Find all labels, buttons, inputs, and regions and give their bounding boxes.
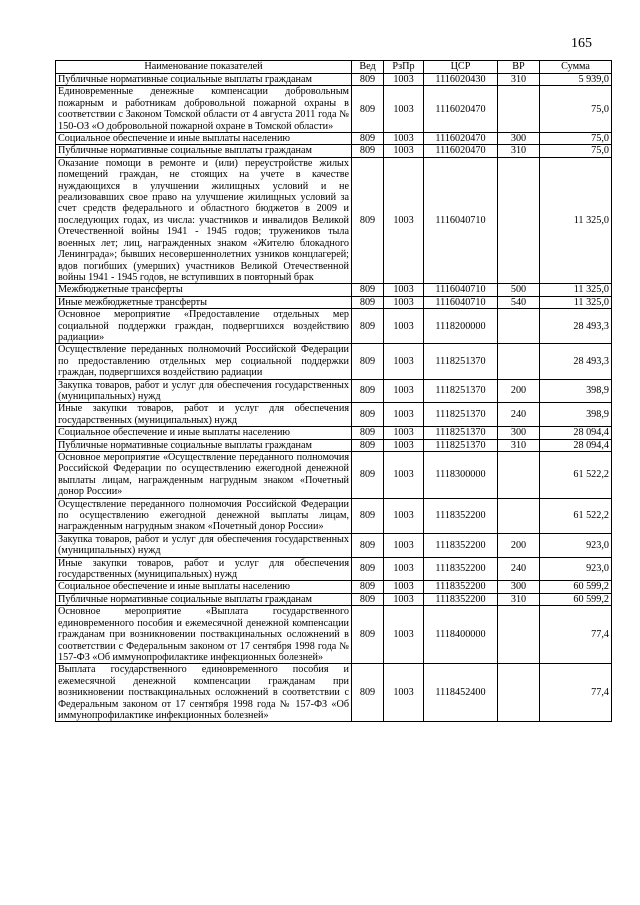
table-row [56, 533, 612, 557]
page-number: 165 [571, 36, 592, 51]
cell-name: Социальное обеспечение и иные выплаты населению [56, 427, 352, 439]
cell-sum: 11 325,0 [540, 157, 612, 283]
cell-ved: 809 [352, 296, 384, 308]
cell-csr: 1118251370 [424, 427, 498, 439]
budget-table [55, 60, 612, 722]
cell-csr: 1116020470 [424, 145, 498, 157]
cell-vr [498, 157, 540, 283]
cell-rzpr: 1003 [384, 344, 424, 379]
table-row [56, 606, 612, 664]
cell-ved: 809 [352, 344, 384, 379]
cell-name: Публичные нормативные социальные выплаты гражданам [56, 593, 352, 605]
cell-rzpr: 1003 [384, 133, 424, 145]
table-row [56, 379, 612, 403]
cell-rzpr: 1003 [384, 86, 424, 133]
cell-ved: 809 [352, 403, 384, 427]
cell-ved: 809 [352, 533, 384, 557]
cell-sum: 28 094,4 [540, 427, 612, 439]
cell-vr [498, 606, 540, 664]
cell-csr: 1116020430 [424, 74, 498, 86]
cell-name: Закупка товаров, работ и услуг для обеспечения государственных (муниципальных) нужд [56, 533, 352, 557]
cell-ved: 809 [352, 309, 384, 344]
header-name: Наименование показателей [56, 61, 352, 74]
cell-csr: 1116040710 [424, 284, 498, 296]
cell-ved: 809 [352, 86, 384, 133]
cell-csr: 1118251370 [424, 439, 498, 451]
cell-name: Основное мероприятие «Выплата государственного единовременного пособия и ежемесячной денежной компенсации гражданам при возникновении поствакцинальных осложнений в соответствии с Федеральным законом от 17 сентября 1998 года № 157-ФЗ «Об иммунопрофилактике инфекционных болезней» [56, 606, 352, 664]
cell-name: Оказание помощи в ремонте и (или) переустройстве жилых помещений граждан, не стоящих на учете в качестве нуждающихся в улучшении жилищных условий и не реализовавших свое право на улучшение жилищных условий за счет средств федерального и областного бюджетов в 2009 и последующих годах, из числа: участников и инвалидов Великой Отечественной войны 1941 - 1945 годов; тружеников тыла военных лет; лиц, награжденных знаком «Жителю блокадного Ленинграда»; бывших несовершеннолетних узников концлагерей; вдов погибших (умерших) участников Великой Отечественной войны 1941 - 1945 годов, не вступивших в повторный брак [56, 157, 352, 283]
header-ved: Вед [352, 61, 384, 74]
cell-sum: 60 599,2 [540, 593, 612, 605]
cell-ved: 809 [352, 581, 384, 593]
cell-vr: 240 [498, 557, 540, 581]
header-rzpr: РзПр [384, 61, 424, 74]
cell-sum: 77,4 [540, 664, 612, 722]
cell-name: Социальное обеспечение и иные выплаты населению [56, 133, 352, 145]
cell-rzpr: 1003 [384, 309, 424, 344]
table-row [56, 157, 612, 283]
cell-ved: 809 [352, 593, 384, 605]
cell-vr: 300 [498, 133, 540, 145]
cell-sum: 11 325,0 [540, 284, 612, 296]
table-row [56, 133, 612, 145]
cell-name: Закупка товаров, работ и услуг для обеспечения государственных (муниципальных) нужд [56, 379, 352, 403]
cell-vr: 200 [498, 379, 540, 403]
cell-sum: 28 493,3 [540, 309, 612, 344]
cell-rzpr: 1003 [384, 581, 424, 593]
table-row [56, 664, 612, 722]
cell-rzpr: 1003 [384, 593, 424, 605]
cell-vr [498, 86, 540, 133]
table-row [56, 439, 612, 451]
cell-sum: 5 939,0 [540, 74, 612, 86]
header-sum: Сумма [540, 61, 612, 74]
cell-ved: 809 [352, 427, 384, 439]
cell-ved: 809 [352, 498, 384, 533]
cell-sum: 60 599,2 [540, 581, 612, 593]
cell-name: Иные межбюджетные трансферты [56, 296, 352, 308]
cell-rzpr: 1003 [384, 427, 424, 439]
cell-csr: 1118400000 [424, 606, 498, 664]
cell-sum: 398,9 [540, 379, 612, 403]
header-csr: ЦСР [424, 61, 498, 74]
cell-csr: 1118352200 [424, 498, 498, 533]
cell-rzpr: 1003 [384, 439, 424, 451]
cell-rzpr: 1003 [384, 379, 424, 403]
table-row [56, 86, 612, 133]
cell-csr: 1116040710 [424, 157, 498, 283]
table-header [56, 61, 612, 74]
cell-sum: 28 493,3 [540, 344, 612, 379]
cell-csr: 1118352200 [424, 533, 498, 557]
cell-ved: 809 [352, 379, 384, 403]
cell-ved: 809 [352, 606, 384, 664]
cell-name: Иные закупки товаров, работ и услуг для обеспечения государственных (муниципальных) нужд [56, 403, 352, 427]
cell-rzpr: 1003 [384, 498, 424, 533]
cell-ved: 809 [352, 452, 384, 499]
cell-name: Межбюджетные трансферты [56, 284, 352, 296]
cell-name: Осуществление переданного полномочия Российской Федерации по осуществлению ежегодной денежной выплаты лицам, награжденным нагрудным знаком «Почетный донор России» [56, 498, 352, 533]
table-row [56, 403, 612, 427]
cell-rzpr: 1003 [384, 606, 424, 664]
cell-sum: 11 325,0 [540, 296, 612, 308]
cell-rzpr: 1003 [384, 664, 424, 722]
cell-rzpr: 1003 [384, 74, 424, 86]
cell-rzpr: 1003 [384, 533, 424, 557]
cell-sum: 923,0 [540, 533, 612, 557]
cell-csr: 1118251370 [424, 344, 498, 379]
cell-name: Социальное обеспечение и иные выплаты населению [56, 581, 352, 593]
cell-vr [498, 498, 540, 533]
cell-name: Публичные нормативные социальные выплаты гражданам [56, 439, 352, 451]
table-row [56, 593, 612, 605]
cell-rzpr: 1003 [384, 296, 424, 308]
cell-vr [498, 452, 540, 499]
cell-sum: 75,0 [540, 145, 612, 157]
table-row [56, 557, 612, 581]
cell-csr: 1118251370 [424, 403, 498, 427]
cell-name: Публичные нормативные социальные выплаты гражданам [56, 145, 352, 157]
cell-ved: 809 [352, 439, 384, 451]
cell-name: Основное мероприятие «Предоставление отдельных мер социальной поддержки граждан, подвергшихся воздействию радиации» [56, 309, 352, 344]
header-row [56, 61, 612, 74]
cell-vr [498, 309, 540, 344]
cell-vr: 310 [498, 593, 540, 605]
cell-rzpr: 1003 [384, 284, 424, 296]
cell-csr: 1118352200 [424, 593, 498, 605]
cell-vr: 310 [498, 145, 540, 157]
cell-vr: 310 [498, 74, 540, 86]
cell-csr: 1118300000 [424, 452, 498, 499]
cell-rzpr: 1003 [384, 145, 424, 157]
cell-rzpr: 1003 [384, 557, 424, 581]
cell-csr: 1116040710 [424, 296, 498, 308]
cell-rzpr: 1003 [384, 452, 424, 499]
cell-vr: 500 [498, 284, 540, 296]
cell-sum: 398,9 [540, 403, 612, 427]
cell-vr [498, 344, 540, 379]
cell-csr: 1118251370 [424, 379, 498, 403]
table-body [56, 74, 612, 722]
cell-csr: 1116020470 [424, 86, 498, 133]
cell-name: Публичные нормативные социальные выплаты гражданам [56, 74, 352, 86]
cell-sum: 77,4 [540, 606, 612, 664]
table-row [56, 498, 612, 533]
cell-csr: 1118200000 [424, 309, 498, 344]
header-vr: ВР [498, 61, 540, 74]
cell-vr: 240 [498, 403, 540, 427]
cell-rzpr: 1003 [384, 157, 424, 283]
cell-ved: 809 [352, 145, 384, 157]
cell-vr: 300 [498, 427, 540, 439]
table-row [56, 284, 612, 296]
cell-sum: 61 522,2 [540, 498, 612, 533]
table-row [56, 452, 612, 499]
cell-ved: 809 [352, 664, 384, 722]
cell-vr: 540 [498, 296, 540, 308]
cell-ved: 809 [352, 284, 384, 296]
cell-vr [498, 664, 540, 722]
table-row [56, 309, 612, 344]
cell-name: Осуществление переданных полномочий Российской Федерации по предоставлению отдельных мер социальной поддержки граждан, подвергшихся воздействию радиации [56, 344, 352, 379]
table-row [56, 581, 612, 593]
cell-csr: 1116020470 [424, 133, 498, 145]
cell-name: Иные закупки товаров, работ и услуг для обеспечения государственных (муниципальных) нужд [56, 557, 352, 581]
table-row [56, 344, 612, 379]
cell-name: Единовременные денежные компенсации добровольным пожарным и работникам добровольной пожарной охраны в соответствии с Законом Томской области от 4 августа 2011 года № 150-ОЗ «О добровольной пожарной охране в Томской области» [56, 86, 352, 133]
cell-sum: 923,0 [540, 557, 612, 581]
cell-vr: 300 [498, 581, 540, 593]
cell-ved: 809 [352, 133, 384, 145]
cell-ved: 809 [352, 74, 384, 86]
table-row [56, 296, 612, 308]
cell-csr: 1118352200 [424, 557, 498, 581]
cell-ved: 809 [352, 157, 384, 283]
cell-name: Выплата государственного единовременного пособия и ежемесячной денежной компенсации гражданам при возникновении поствакцинальных осложнений в соответствии с Федеральным законом от 17 сентября 1998 года № 157-ФЗ «Об иммунопрофилактике инфекционных болезней» [56, 664, 352, 722]
cell-name: Основное мероприятие «Осуществление переданного полномочия Российской Федерации по осуществлению ежегодной денежной выплаты лицам, награжденным нагрудным знаком «Почетный донор России» [56, 452, 352, 499]
cell-vr: 310 [498, 439, 540, 451]
cell-rzpr: 1003 [384, 403, 424, 427]
cell-sum: 28 094,4 [540, 439, 612, 451]
cell-sum: 75,0 [540, 133, 612, 145]
cell-csr: 1118352200 [424, 581, 498, 593]
cell-sum: 75,0 [540, 86, 612, 133]
table-row [56, 427, 612, 439]
cell-ved: 809 [352, 557, 384, 581]
cell-csr: 1118452400 [424, 664, 498, 722]
cell-vr: 200 [498, 533, 540, 557]
table-row [56, 145, 612, 157]
cell-sum: 61 522,2 [540, 452, 612, 499]
table-row [56, 74, 612, 86]
